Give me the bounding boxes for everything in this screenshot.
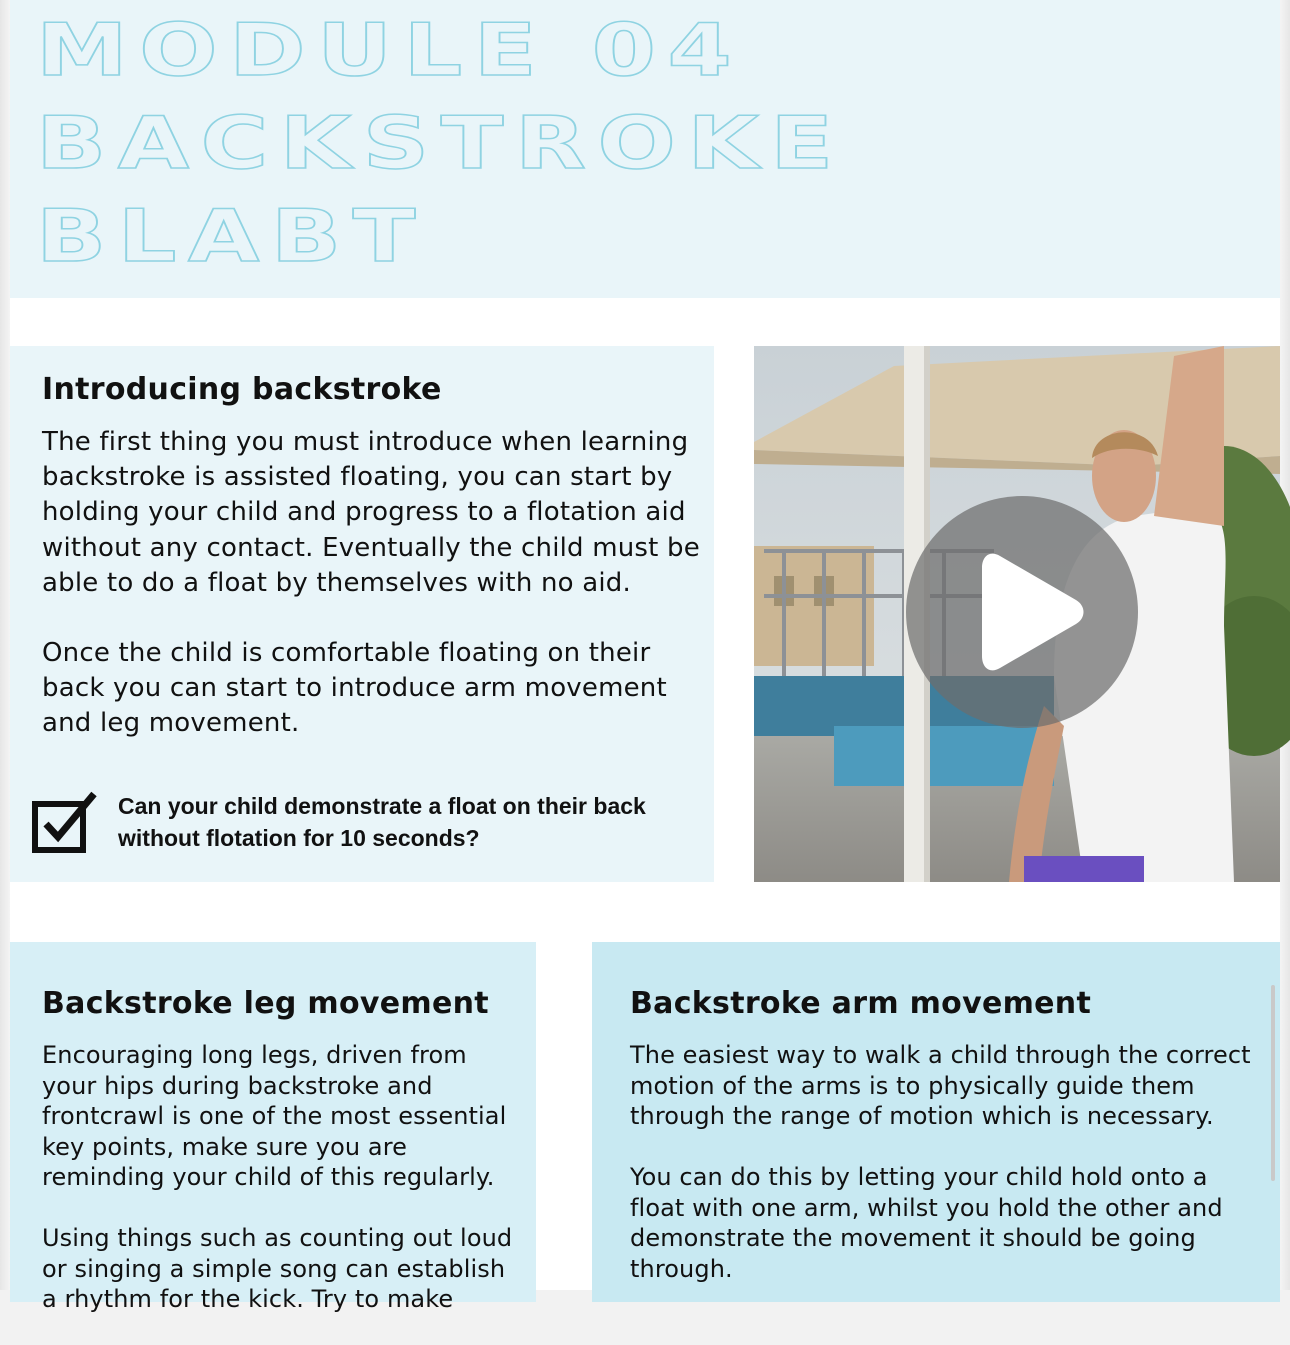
- arm-movement-body: [630, 1040, 1260, 1315]
- module-title-line-3: BLABT: [36, 194, 428, 278]
- checklist-question: Can your child demonstrate a float on their back without flotation for 10 seconds?: [118, 793, 646, 851]
- arm-paragraph-2: You can do this by letting your child hold onto a float with one arm, whilst you hold the other and demonstrate the movement it should be going through.: [630, 1163, 1223, 1283]
- arm-movement-heading: Backstroke arm movement: [630, 986, 1092, 1021]
- intro-heading: Introducing backstroke: [42, 372, 442, 407]
- leg-movement-heading: Backstroke leg movement: [42, 986, 489, 1021]
- document-page: [10, 0, 1280, 1313]
- intro-body: [42, 425, 702, 777]
- module-title: [36, 4, 845, 283]
- checkbox-checked-icon[interactable]: [32, 790, 102, 856]
- intro-paragraph-2: Once the child is comfortable floating on their back you can start to introduce arm movement and leg movement.: [42, 638, 667, 739]
- leg-paragraph-1: Encouraging long legs, driven from your hips during backstroke and frontcrawl is one of the most essential key points, make sure you are reminding your child of this regularly.: [42, 1041, 507, 1191]
- leg-paragraph-2: Using things such as counting out loud or singing a simple song can establish a rhythm for the kick. Try to make: [42, 1224, 513, 1313]
- module-title-line-1: MODULE 04: [36, 8, 744, 92]
- scrollbar[interactable]: [1271, 985, 1275, 1181]
- video-player[interactable]: [754, 346, 1280, 882]
- hero-banner: [10, 0, 1280, 298]
- checklist-item[interactable]: [32, 790, 712, 860]
- play-button[interactable]: [906, 496, 1138, 728]
- module-title-line-2: BACKSTROKE: [36, 101, 845, 185]
- intro-paragraph-1: The first thing you must introduce when learning backstroke is assisted floating, you can start by holding your child and progress to a flotation aid without any contact. Eventually the child must be able to do a float by themselves with no aid.: [42, 427, 700, 598]
- leg-movement-body: [42, 1040, 522, 1345]
- page-edge-left: [0, 0, 10, 1290]
- arm-paragraph-1: The easiest way to walk a child through the correct motion of the arms is to physically guide them through the range of motion which is necessary.: [630, 1041, 1251, 1130]
- play-icon[interactable]: [906, 496, 1138, 728]
